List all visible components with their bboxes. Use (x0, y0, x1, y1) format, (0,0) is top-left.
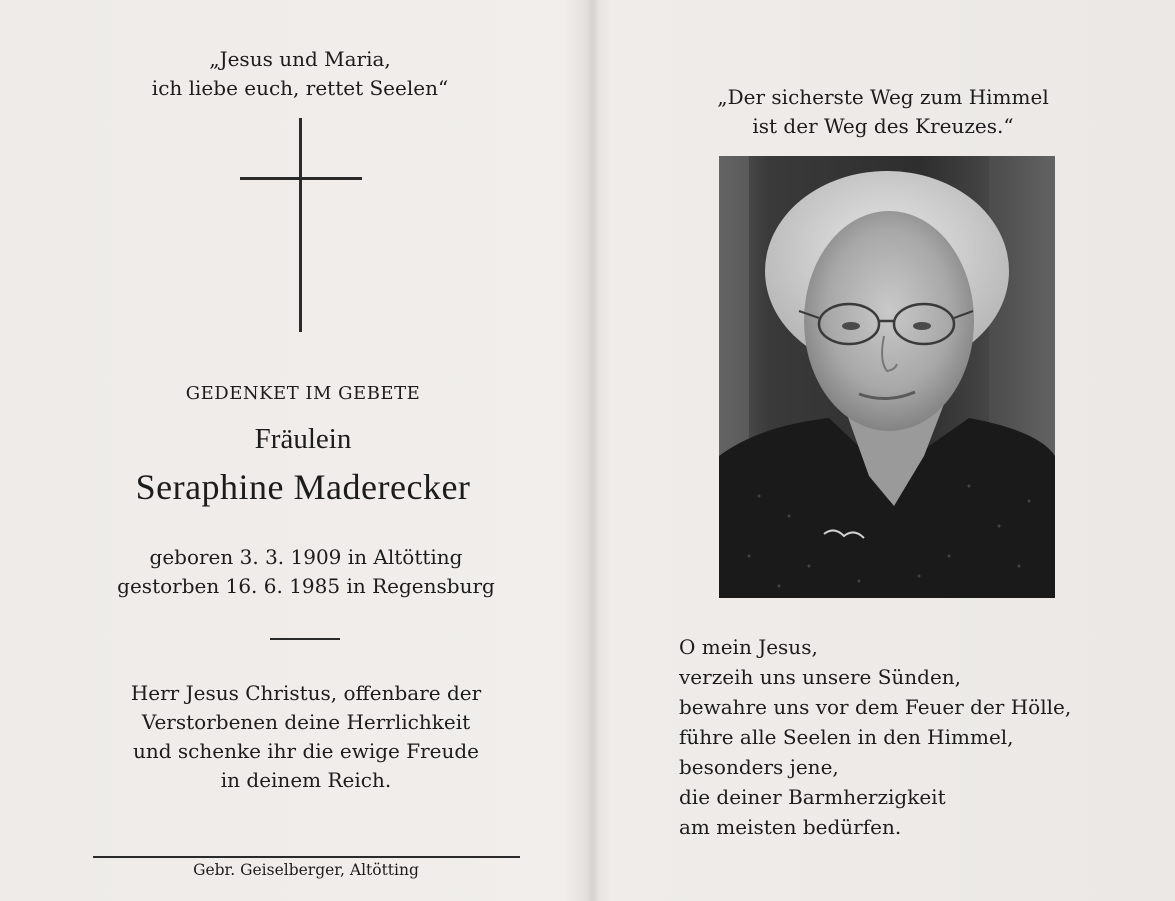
left-prayer-line: und schenke ihr die ewige Freude (132, 739, 480, 763)
right-quote (590, 83, 1175, 141)
right-prayer (679, 632, 1071, 842)
cross-icon (240, 118, 362, 332)
printer-imprint: Gebr. Geiselberger, Altötting (193, 861, 419, 879)
left-quote-line: ich liebe euch, rettet Seelen“ (151, 76, 449, 100)
right-prayer-line: besonders jene, (679, 755, 839, 779)
right-prayer-line: O mein Jesus, (679, 635, 818, 659)
right-quote-line: ist der Weg des Kreuzes.“ (752, 114, 1014, 138)
right-prayer-line: bewahre uns vor dem Feuer der Hölle, (679, 695, 1072, 719)
right-prayer-line: die deiner Barmherzigkeit (679, 785, 946, 809)
memorial-heading: GEDENKET IM GEBETE (185, 383, 421, 404)
right-prayer-line: am meisten bedürfen. (679, 815, 902, 839)
honorific-title: Fräulein (254, 423, 352, 455)
right-prayer-line: verzeih uns unsere Sünden, (679, 665, 962, 689)
deceased-name: Seraphine Maderecker (135, 467, 471, 507)
left-quote-line: „Jesus und Maria, (209, 47, 391, 71)
right-quote-line: „Der sicherste Weg zum Himmel (717, 85, 1049, 109)
left-quote (0, 45, 600, 103)
portrait-photo (719, 156, 1055, 598)
left-prayer-line: Herr Jesus Christus, offenbare der (130, 681, 482, 705)
right-prayer-line: führe alle Seelen in den Himmel, (679, 725, 1014, 749)
right-panel (590, 0, 1175, 901)
life-dates (0, 543, 612, 601)
birth-line: geboren 3. 3. 1909 in Altötting (149, 545, 463, 569)
death-line: gestorben 16. 6. 1985 in Regensburg (117, 574, 495, 598)
left-prayer-line: Verstorbenen deine Herrlichkeit (141, 710, 471, 734)
left-prayer (0, 679, 612, 795)
footer-rule (93, 856, 520, 858)
divider (270, 638, 340, 640)
left-prayer-line: in deinem Reich. (220, 768, 392, 792)
